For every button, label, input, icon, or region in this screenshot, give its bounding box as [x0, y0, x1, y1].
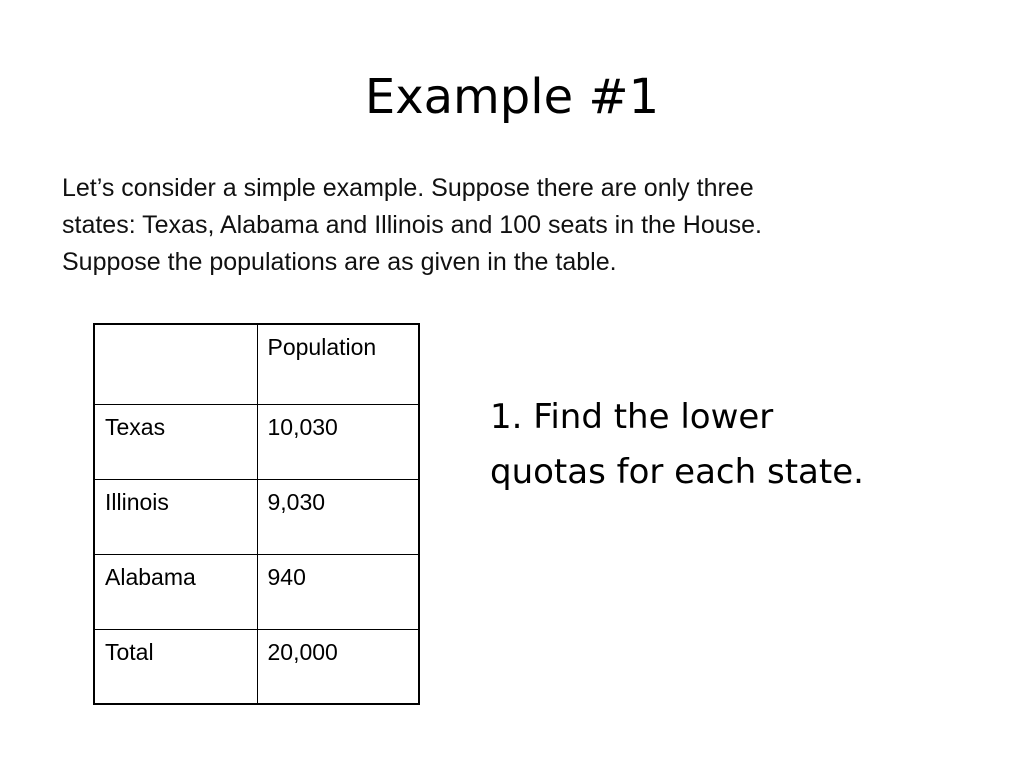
intro-line: Suppose the populations are as given in the table. [62, 248, 617, 276]
header-cell-empty [94, 324, 257, 404]
population-cell: 9,030 [257, 479, 419, 554]
question-line: quotas for each state. [490, 452, 864, 492]
header-cell-population: Population [257, 324, 419, 404]
population-table [93, 323, 420, 705]
state-cell: Total [94, 629, 257, 704]
slide-title: Example #1 [364, 69, 660, 125]
state-cell: Illinois [94, 479, 257, 554]
state-cell: Texas [94, 404, 257, 479]
intro-line: Let’s consider a simple example. Suppose there are only three [62, 174, 754, 202]
intro-paragraph [62, 170, 982, 281]
population-cell: 10,030 [257, 404, 419, 479]
table-row [94, 479, 419, 554]
population-cell: 20,000 [257, 629, 419, 704]
question-text [490, 390, 970, 500]
table-row [94, 629, 419, 704]
population-cell: 940 [257, 554, 419, 629]
table-row [94, 554, 419, 629]
intro-line: states: Texas, Alabama and Illinois and 100 seats in the House. [62, 211, 762, 239]
table-header-row [94, 324, 419, 404]
state-cell: Alabama [94, 554, 257, 629]
table-row [94, 404, 419, 479]
question-line: 1. Find the lower [490, 397, 774, 437]
